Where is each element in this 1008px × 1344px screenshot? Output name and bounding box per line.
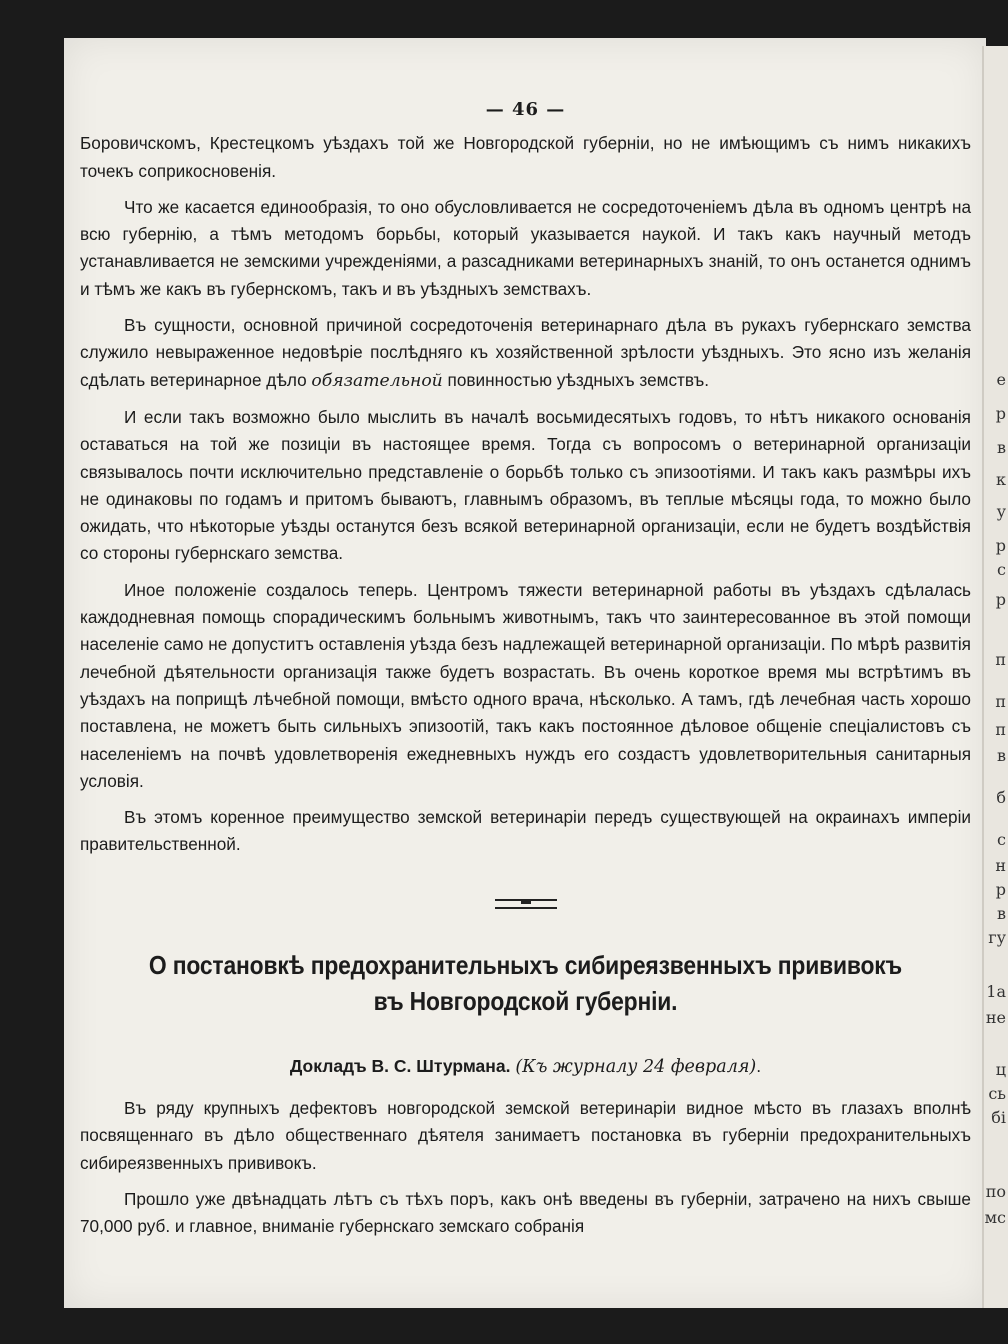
paragraph: Боровичскомъ, Крестецкомъ уѣздахъ той же Новгородской губерніи, но не имѣющимъ съ нимъ никакихъ точекъ соприкосновенія. [80, 133, 971, 181]
paragraph-text: повинностью уѣздныхъ земствъ. [442, 369, 709, 390]
paragraph: Иное положеніе создалось теперь. Центромъ тяжести ветеринарной работы въ уѣздахъ сдѣлалась каждодневная помощь спорадическимъ больнымъ животнымъ, такъ что заинтересованное въ этой помощи населеніе само не допуститъ оставленія уѣзда безъ надлежащей ветеринарной организаціи. По мѣрѣ развитія лечебной дѣятельности организація также будетъ возрастать. Въ очень короткое время мы встрѣтимъ въ уѣздахъ на поприщѣ лѣчебной помощи, вмѣсто одного врача, нѣсколько. А тамъ, гдѣ лечебная часть хорошо поставлена, не можетъ быть сильныхъ эпизоотій, такъ какъ постоянное дѣловое общеніе спеціалистовъ съ населеніемъ на почвѣ удовлетворенія ежедневныхъ нуждъ его создастъ удовлетворительныя санитарныя условія. [80, 579, 971, 791]
report-author: Докладъ В. С. Штурмана. [289, 1055, 511, 1076]
page-number: — 46 — [485, 99, 566, 120]
edge-letter: к [996, 470, 1006, 489]
paragraph: Въ этомъ коренное преимущество земской ветеринаріи передъ существующей на окраинахъ имперіи правительственной. [80, 807, 971, 855]
edge-letter: с [997, 560, 1006, 579]
paragraph: Въ ряду крупныхъ дефектовъ новгородской земской ветеринаріи видное мѣсто въ глазахъ вполнѣ посвященнаго въ дѣло общественнаго дѣятеля занимаетъ постановка въ губерніи предохранительныхъ сибиреязвенныхъ прививокъ. [80, 1098, 971, 1173]
edge-letter: р [995, 880, 1006, 899]
edge-letter: в [996, 746, 1006, 765]
edge-letter: п [995, 650, 1006, 669]
edge-letter: не [985, 1008, 1006, 1027]
section-divider [495, 899, 557, 909]
edge-letter: п [995, 720, 1006, 739]
edge-letter: 1а [986, 982, 1006, 1001]
paragraph: Что же касается единообразія, то оно обусловливается не сосредоточеніемъ дѣла въ одномъ центрѣ на всю губернію, а тѣмъ методомъ борьбы, который указывается наукой. И такъ какъ научный методъ устанавливается не земскими учрежденіями, а разсадниками ветеринарныхъ знаній, то онъ останется однимъ и тѣмъ же какъ въ губернскомъ, такъ и въ уѣздныхъ земствахъ. [80, 196, 971, 299]
edge-letter: р [995, 404, 1006, 423]
paragraph: И если такъ возможно было мыслить въ началѣ восьмидесятыхъ годовъ, то нѣтъ никакого основанія оставаться на той же позиціи въ настоящее время. Тогда съ вопросомъ о ветеринарной организаціи связывалось почти исключительно представленіе о борьбѣ только съ эпизоотіями. И такъ какъ размѣры ихъ не одинаковы по годамъ и притомъ бываютъ, главнымъ образомъ, въ теплые мѣсяцы года, то можно было ожидать, что нѣкоторые уѣзды останутся безъ всякой ветеринарной организаціи, если не будетъ воздѣйствія со стороны губернскаго земства. [80, 406, 971, 564]
edge-letter: ц [995, 1060, 1006, 1079]
edge-letter: п [995, 692, 1006, 711]
paragraph-text: Въ сущности, основной причиной сосредоточенія ветеринарнаго дѣла въ рукахъ губернскаго земства служило невыраженное недовѣріе послѣдняго къ хозяйственной зрѣлости уѣздныхъ. Это ясно изъ желанія сдѣлать ветеринарное дѣло [80, 315, 971, 390]
edge-letter: е [996, 370, 1006, 389]
paragraph: Прошло уже двѣнадцать лѣтъ съ тѣхъ поръ, какъ онѣ введены въ губерніи, затрачено на нихъ свыше 70,000 руб. и главное, вниманіе губернскаго земскаго собранія [80, 1188, 971, 1237]
paragraph-with-emphasis [80, 312, 971, 395]
edge-letter: бі [991, 1108, 1006, 1127]
report-end: . [756, 1055, 762, 1076]
edge-letter: гу [988, 928, 1006, 947]
emphasized-word: обязательной [311, 370, 443, 391]
next-page-edge [982, 46, 1008, 1308]
edge-letter: р [995, 590, 1006, 609]
report-reference: (Къ журналу 24 февраля) [515, 1056, 757, 1077]
edge-letter: н [995, 856, 1006, 875]
edge-letter: сь [988, 1084, 1006, 1103]
edge-letter: б [996, 788, 1006, 807]
section-title: О постановкѣ предохранительныхъ сибиреязвенныхъ прививокъ въ Новгородской губерніи. [148, 949, 903, 1016]
edge-letter: мс [984, 1208, 1006, 1227]
edge-letter: в [996, 904, 1006, 923]
page-content [80, 96, 971, 1250]
edge-letter: с [997, 830, 1006, 849]
report-byline [80, 1053, 971, 1081]
edge-letter: по [985, 1182, 1006, 1201]
edge-letter: р [995, 536, 1006, 555]
edge-letter: в [996, 438, 1006, 457]
edge-letter: у [996, 502, 1006, 521]
